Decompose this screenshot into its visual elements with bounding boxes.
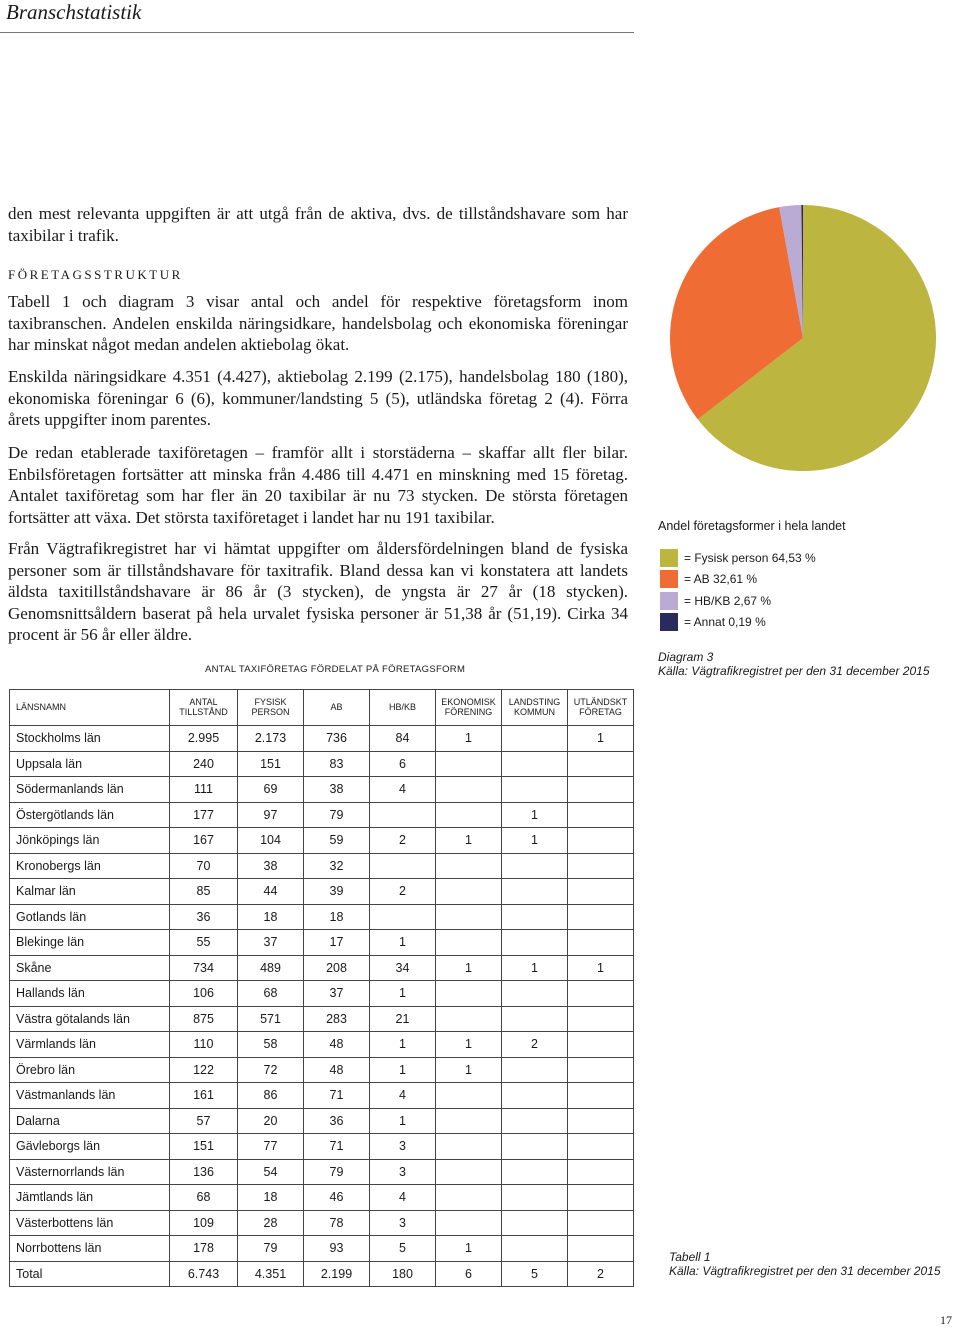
table-row bbox=[10, 1134, 634, 1160]
table-cell-value: 2 bbox=[370, 828, 436, 854]
legend-label: = AB 32,61 % bbox=[684, 571, 758, 586]
paragraph-intro: den mest relevanta uppgiften är att utgå från de aktiva, dvs. de tillståndshavare som har taxibilar i trafik. bbox=[8, 204, 628, 245]
table-cell-value: 78 bbox=[304, 1210, 370, 1236]
table-cell-value bbox=[568, 1210, 634, 1236]
table-row bbox=[10, 1261, 634, 1287]
table-cell-lan: Jämtlands län bbox=[10, 1185, 170, 1211]
diagram-caption-label: Diagram 3 bbox=[658, 650, 714, 664]
paragraph-structure: Tabell 1 och diagram 3 visar antal och andel för respektive företagsform inom taxibranschen. Andelen enskilda näringsidkare, handelsbolag och ekonomiska föreningar har minskat något medan andelen aktiebolag ökat. bbox=[8, 292, 628, 354]
legend-swatch bbox=[660, 570, 678, 588]
table-cell-value: 5 bbox=[502, 1261, 568, 1287]
table-cell-value: 68 bbox=[170, 1185, 238, 1211]
diagram-caption-source: Källa: Vägtrafikregistret per den 31 december 2015 bbox=[658, 664, 930, 678]
table-cell-value: 37 bbox=[238, 930, 304, 956]
table-cell-value bbox=[502, 726, 568, 752]
table-cell-value: 111 bbox=[170, 777, 238, 803]
table-cell-lan: Jönköpings län bbox=[10, 828, 170, 854]
table-cell-lan: Uppsala län bbox=[10, 751, 170, 777]
table-cell-value bbox=[502, 1185, 568, 1211]
table-cell-value: 57 bbox=[170, 1108, 238, 1134]
table-cell-lan: Kalmar län bbox=[10, 879, 170, 905]
legend-swatch bbox=[660, 592, 678, 610]
table-cell-value bbox=[502, 777, 568, 803]
table-cell-lan: Gävleborgs län bbox=[10, 1134, 170, 1160]
table-cell-value bbox=[370, 853, 436, 879]
table-cell-value: 240 bbox=[170, 751, 238, 777]
table-cell-value: 71 bbox=[304, 1083, 370, 1109]
table-cell-value: 93 bbox=[304, 1236, 370, 1262]
header-fysisk: FYSISK PERSON bbox=[238, 690, 304, 726]
table-row bbox=[10, 981, 634, 1007]
table-caption bbox=[669, 1250, 941, 1278]
table-caption-label: Tabell 1 bbox=[669, 1250, 711, 1264]
table-cell-value: 136 bbox=[170, 1159, 238, 1185]
table-cell-value: 6 bbox=[370, 751, 436, 777]
table-cell-value: 4 bbox=[370, 1083, 436, 1109]
table-cell-value: 70 bbox=[170, 853, 238, 879]
table-cell-lan: Blekinge län bbox=[10, 930, 170, 956]
table-cell-value: 85 bbox=[170, 879, 238, 905]
table-cell-value: 4 bbox=[370, 777, 436, 803]
table-cell-value: 6.743 bbox=[170, 1261, 238, 1287]
table-cell-value bbox=[568, 777, 634, 803]
table-cell-value: 1 bbox=[436, 1236, 502, 1262]
table-cell-value bbox=[502, 751, 568, 777]
table-cell-value: 1 bbox=[370, 1032, 436, 1058]
table-cell-value bbox=[568, 1159, 634, 1185]
table-cell-value bbox=[568, 1006, 634, 1032]
table-cell-lan: Östergötlands län bbox=[10, 802, 170, 828]
table-cell-value: 177 bbox=[170, 802, 238, 828]
table-cell-value: 161 bbox=[170, 1083, 238, 1109]
header-lansnamn: LÄNSNAMN bbox=[10, 690, 170, 726]
table-cell-value: 151 bbox=[238, 751, 304, 777]
table-cell-value: 3 bbox=[370, 1134, 436, 1160]
header-divider bbox=[0, 32, 634, 33]
table-cell-value: 46 bbox=[304, 1185, 370, 1211]
table-cell-value: 79 bbox=[238, 1236, 304, 1262]
table-row bbox=[10, 930, 634, 956]
table-cell-value: 2 bbox=[370, 879, 436, 905]
table-cell-value bbox=[568, 1057, 634, 1083]
table-cell-value bbox=[502, 1006, 568, 1032]
table-cell-value: 2.199 bbox=[304, 1261, 370, 1287]
table-cell-value bbox=[502, 1134, 568, 1160]
table-title: ANTAL TAXIFÖRETAG FÖRDELAT PÅ FÖRETAGSFORM bbox=[205, 664, 466, 675]
table-cell-value bbox=[436, 930, 502, 956]
table-cell-value: 20 bbox=[238, 1108, 304, 1134]
table-cell-value bbox=[568, 904, 634, 930]
table-cell-value: 36 bbox=[170, 904, 238, 930]
table-row bbox=[10, 1108, 634, 1134]
legend-item-ab bbox=[660, 569, 757, 588]
table-cell-value: 38 bbox=[304, 777, 370, 803]
legend-label: = HB/KB 2,67 % bbox=[684, 593, 772, 608]
table-cell-value bbox=[502, 1083, 568, 1109]
paragraph-growth: De redan etablerade taxiföretagen – framför allt i storstäderna – skaffar allt fler bilar. Enbilsföretagen fortsätter att minska från 4.486 till 4.471 en minskning med 15 företag. Antalet taxiföretag som har fler än 20 taxibilar är nu 73 stycken. De största företagen fortsätter att växa. Det största taxiföretaget i landet har nu 191 taxibilar. bbox=[8, 443, 628, 527]
table-cell-value bbox=[436, 777, 502, 803]
table-cell-value: 44 bbox=[238, 879, 304, 905]
table-cell-value: 84 bbox=[370, 726, 436, 752]
table-cell-value: 1 bbox=[436, 955, 502, 981]
table-cell-value: 1 bbox=[370, 1057, 436, 1083]
table-cell-lan: Västmanlands län bbox=[10, 1083, 170, 1109]
header-hbkb: HB/KB bbox=[370, 690, 436, 726]
table-cell-value bbox=[502, 853, 568, 879]
table-cell-value bbox=[436, 1134, 502, 1160]
header-antal: ANTAL TILLSTÅND bbox=[170, 690, 238, 726]
table-cell-value: 38 bbox=[238, 853, 304, 879]
table-cell-value: 72 bbox=[238, 1057, 304, 1083]
table-cell-lan: Hallands län bbox=[10, 981, 170, 1007]
table-row bbox=[10, 1159, 634, 1185]
legend-swatch bbox=[660, 613, 678, 631]
table-cell-lan: Gotlands län bbox=[10, 904, 170, 930]
table-cell-value bbox=[568, 1108, 634, 1134]
table-cell-value bbox=[436, 1185, 502, 1211]
table-cell-value: 83 bbox=[304, 751, 370, 777]
table-cell-value: 4 bbox=[370, 1185, 436, 1211]
table-cell-value: 736 bbox=[304, 726, 370, 752]
table-row bbox=[10, 777, 634, 803]
table-cell-value: 17 bbox=[304, 930, 370, 956]
table-cell-value bbox=[502, 930, 568, 956]
table-cell-value: 37 bbox=[304, 981, 370, 1007]
table-cell-value: 208 bbox=[304, 955, 370, 981]
page-header-title: Branschstatistik bbox=[6, 0, 142, 24]
paragraph-counts: Enskilda näringsidkare 4.351 (4.427), aktiebolag 2.199 (2.175), handelsbolag 180 (180), ekonomiska föreningar 6 (6), kommuner/landsting 5 (5), utländska företag 2 (4). Förra årets uppgifter inom parentes. bbox=[8, 367, 628, 429]
table-cell-value: 79 bbox=[304, 802, 370, 828]
table-cell-lan: Södermanlands län bbox=[10, 777, 170, 803]
table-cell-value bbox=[568, 1236, 634, 1262]
table-cell-value bbox=[436, 1006, 502, 1032]
table-cell-value bbox=[502, 904, 568, 930]
table-cell-lan: Stockholms län bbox=[10, 726, 170, 752]
table-cell-value: 734 bbox=[170, 955, 238, 981]
table-cell-value: 48 bbox=[304, 1032, 370, 1058]
table-cell-value: 28 bbox=[238, 1210, 304, 1236]
table-cell-value: 34 bbox=[370, 955, 436, 981]
table-cell-value: 1 bbox=[502, 828, 568, 854]
table-body bbox=[10, 726, 634, 1287]
table-cell-lan: Värmlands län bbox=[10, 1032, 170, 1058]
table-cell-value bbox=[568, 879, 634, 905]
table-row bbox=[10, 726, 634, 752]
table-row bbox=[10, 1236, 634, 1262]
legend-swatch bbox=[660, 549, 678, 567]
table-cell-value: 97 bbox=[238, 802, 304, 828]
table-cell-value bbox=[502, 1236, 568, 1262]
pie-chart bbox=[655, 202, 955, 474]
table-header-row bbox=[10, 690, 634, 726]
table-cell-value bbox=[436, 879, 502, 905]
table-cell-value bbox=[436, 751, 502, 777]
legend-item-fysisk bbox=[660, 548, 816, 567]
table-cell-value: 2.173 bbox=[238, 726, 304, 752]
table-row bbox=[10, 1006, 634, 1032]
diagram-caption bbox=[658, 650, 930, 678]
table-cell-value: 3 bbox=[370, 1159, 436, 1185]
table-cell-value: 39 bbox=[304, 879, 370, 905]
table-row bbox=[10, 1185, 634, 1211]
table-cell-lan: Skåne bbox=[10, 955, 170, 981]
table-cell-value: 2 bbox=[568, 1261, 634, 1287]
legend-item-annat bbox=[660, 612, 766, 631]
table-cell-value: 6 bbox=[436, 1261, 502, 1287]
legend-label: = Annat 0,19 % bbox=[684, 614, 766, 629]
table-cell-value: 21 bbox=[370, 1006, 436, 1032]
table-cell-value bbox=[568, 930, 634, 956]
table-cell-value bbox=[502, 1057, 568, 1083]
table-cell-value: 1 bbox=[568, 955, 634, 981]
table-cell-value bbox=[436, 1083, 502, 1109]
table-cell-value: 104 bbox=[238, 828, 304, 854]
table-cell-value: 122 bbox=[170, 1057, 238, 1083]
table-row bbox=[10, 1210, 634, 1236]
table-cell-value bbox=[568, 1185, 634, 1211]
table-cell-value: 1 bbox=[568, 726, 634, 752]
table-cell-value: 2.995 bbox=[170, 726, 238, 752]
table-cell-value: 109 bbox=[170, 1210, 238, 1236]
page-number: 17 bbox=[940, 1313, 952, 1327]
table-row bbox=[10, 904, 634, 930]
paragraph-age: Från Vägtrafikregistret har vi hämtat uppgifter om åldersfördelningen bland de fysiska personer som är tillståndshavare för taxitrafik. Bland dessa kan vi konstatera att landets äldsta taxitillståndshavare är 86 år (3 stycken), de yngsta är 27 år (18 stycken). Genomsnittsåldern baserat på hela urvalet fysiska personer är 51,38 år (51,19). Cirka 34 procent är 56 år eller äldre. bbox=[8, 539, 628, 644]
table-cell-value: 1 bbox=[436, 828, 502, 854]
table-row bbox=[10, 879, 634, 905]
legend-item-hbkb bbox=[660, 591, 771, 610]
table-cell-value bbox=[502, 1159, 568, 1185]
data-table bbox=[9, 689, 634, 1287]
table-cell-lan: Örebro län bbox=[10, 1057, 170, 1083]
table-cell-value: 151 bbox=[170, 1134, 238, 1160]
table-cell-value bbox=[568, 828, 634, 854]
table-cell-value bbox=[502, 879, 568, 905]
table-cell-lan: Kronobergs län bbox=[10, 853, 170, 879]
table-cell-value: 167 bbox=[170, 828, 238, 854]
table-cell-value bbox=[436, 853, 502, 879]
header-ekonomisk: EKONOMISK FÖRENING bbox=[436, 690, 502, 726]
table-cell-value: 71 bbox=[304, 1134, 370, 1160]
table-row bbox=[10, 955, 634, 981]
table-cell-value bbox=[568, 802, 634, 828]
table-cell-value bbox=[370, 802, 436, 828]
table-cell-value: 1 bbox=[436, 1032, 502, 1058]
table-cell-value bbox=[436, 981, 502, 1007]
table-cell-value: 571 bbox=[238, 1006, 304, 1032]
table-cell-value: 54 bbox=[238, 1159, 304, 1185]
table-cell-value bbox=[436, 1159, 502, 1185]
table-cell-value bbox=[436, 1210, 502, 1236]
table-cell-value bbox=[568, 1083, 634, 1109]
table-cell-value: 18 bbox=[238, 904, 304, 930]
table-cell-value: 1 bbox=[436, 726, 502, 752]
table-cell-value: 1 bbox=[370, 930, 436, 956]
table-cell-value bbox=[568, 751, 634, 777]
table-cell-lan: Västra götalands län bbox=[10, 1006, 170, 1032]
table-cell-value: 1 bbox=[370, 981, 436, 1007]
table-cell-value: 4.351 bbox=[238, 1261, 304, 1287]
table-row bbox=[10, 1083, 634, 1109]
table-row bbox=[10, 1032, 634, 1058]
legend-label: = Fysisk person 64,53 % bbox=[684, 550, 816, 565]
table-cell-value bbox=[436, 802, 502, 828]
table-cell-value: 1 bbox=[370, 1108, 436, 1134]
header-utlandskt: UTLÄNDSKT FÖRETAG bbox=[568, 690, 634, 726]
table-row bbox=[10, 853, 634, 879]
chart-title: Andel företagsformer i hela landet bbox=[658, 519, 846, 533]
table-cell-value: 48 bbox=[304, 1057, 370, 1083]
table-cell-value: 32 bbox=[304, 853, 370, 879]
table-cell-value: 110 bbox=[170, 1032, 238, 1058]
table-cell-value bbox=[370, 904, 436, 930]
table-cell-value bbox=[568, 1134, 634, 1160]
table-cell-value: 283 bbox=[304, 1006, 370, 1032]
table-row bbox=[10, 802, 634, 828]
table-row bbox=[10, 828, 634, 854]
table-cell-value bbox=[568, 1032, 634, 1058]
table-cell-value: 58 bbox=[238, 1032, 304, 1058]
table-cell-value: 875 bbox=[170, 1006, 238, 1032]
table-row bbox=[10, 1057, 634, 1083]
table-cell-value: 5 bbox=[370, 1236, 436, 1262]
table-cell-value: 180 bbox=[370, 1261, 436, 1287]
table-cell-value: 3 bbox=[370, 1210, 436, 1236]
table-cell-value bbox=[568, 981, 634, 1007]
table-cell-value bbox=[568, 853, 634, 879]
table-cell-value: 77 bbox=[238, 1134, 304, 1160]
table-cell-value: 178 bbox=[170, 1236, 238, 1262]
header-ab: AB bbox=[304, 690, 370, 726]
table-cell-value: 59 bbox=[304, 828, 370, 854]
table-cell-value: 18 bbox=[238, 1185, 304, 1211]
table-cell-value: 2 bbox=[502, 1032, 568, 1058]
table-cell-lan: Västernorrlands län bbox=[10, 1159, 170, 1185]
table-cell-value: 68 bbox=[238, 981, 304, 1007]
table-cell-value bbox=[502, 981, 568, 1007]
table-cell-value: 489 bbox=[238, 955, 304, 981]
table-cell-value bbox=[436, 904, 502, 930]
table-cell-value bbox=[436, 1108, 502, 1134]
table-cell-value bbox=[502, 1210, 568, 1236]
table-cell-lan: Total bbox=[10, 1261, 170, 1287]
table-cell-value: 55 bbox=[170, 930, 238, 956]
table-cell-value: 36 bbox=[304, 1108, 370, 1134]
table-row bbox=[10, 751, 634, 777]
table-cell-lan: Dalarna bbox=[10, 1108, 170, 1134]
table-cell-value: 106 bbox=[170, 981, 238, 1007]
table-cell-value: 79 bbox=[304, 1159, 370, 1185]
table-cell-lan: Västerbottens län bbox=[10, 1210, 170, 1236]
table-cell-lan: Norrbottens län bbox=[10, 1236, 170, 1262]
table-cell-value: 69 bbox=[238, 777, 304, 803]
table-cell-value bbox=[502, 1108, 568, 1134]
header-landsting: LANDSTING KOMMUN bbox=[502, 690, 568, 726]
table-cell-value: 18 bbox=[304, 904, 370, 930]
table-cell-value: 1 bbox=[502, 802, 568, 828]
table-cell-value: 1 bbox=[436, 1057, 502, 1083]
table-cell-value: 86 bbox=[238, 1083, 304, 1109]
section-heading: FÖRETAGSSTRUKTUR bbox=[8, 267, 183, 282]
table-caption-source: Källa: Vägtrafikregistret per den 31 december 2015 bbox=[669, 1264, 941, 1278]
table-cell-value: 1 bbox=[502, 955, 568, 981]
